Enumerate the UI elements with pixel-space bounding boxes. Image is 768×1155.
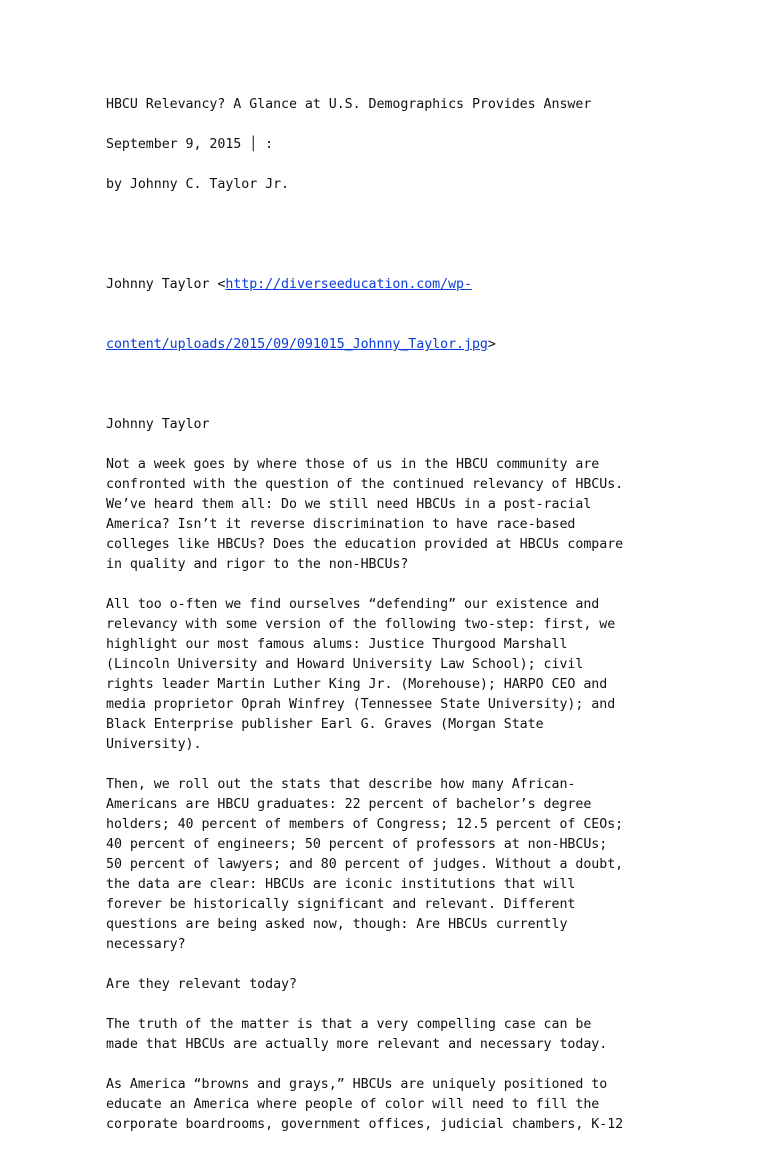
paragraph-line: forever be historically significant and relevant. Different [106, 897, 576, 912]
image-reference [106, 235, 746, 395]
article-paragraph [106, 975, 746, 995]
paragraph-line: Not a week goes by where those of us in the HBCU community are [106, 457, 600, 472]
article-title: HBCU Relevancy? A Glance at U.S. Demographics Provides Answer [106, 97, 592, 112]
article-paragraph [106, 1075, 746, 1135]
article-body [106, 95, 746, 1155]
paragraph-line: the data are clear: HBCUs are iconic institutions that will [106, 877, 576, 892]
article-paragraph [106, 455, 746, 575]
paragraph-line: 40 percent of engineers; 50 percent of professors at non-HBCUs; [106, 837, 608, 852]
paragraph-line: University). [106, 737, 202, 752]
paragraph-line: Are they relevant today? [106, 977, 297, 992]
article-paragraph [106, 775, 746, 955]
article-byline: by Johnny C. Taylor Jr. [106, 177, 289, 192]
image-reference-suffix: > [487, 337, 496, 352]
paragraph-line: made that HBCUs are actually more relevant and necessary today. [106, 1037, 608, 1052]
paragraph-line: Black Enterprise publisher Earl G. Graves (Morgan State [106, 717, 544, 732]
image-url-link-part2[interactable]: content/uploads/2015/09/091015_Johnny_Taylor.jpg [106, 337, 488, 352]
paragraph-line: holders; 40 percent of members of Congress; 12.5 percent of CEOs; [106, 817, 624, 832]
paragraph-line: (Lincoln University and Howard University Law School); civil [106, 657, 584, 672]
paragraph-line: We’ve heard them all: Do we still need HBCUs in a post-racial [106, 497, 592, 512]
paragraph-line: relevancy with some version of the following two-step: first, we [106, 617, 616, 632]
paragraph-line: in quality and rigor to the non-HBCUs? [106, 557, 409, 572]
paragraph-line: All too o-ften we find ourselves “defending” our existence and [106, 597, 600, 612]
paragraph-line: The truth of the matter is that a very compelling case can be [106, 1017, 592, 1032]
image-caption: Johnny Taylor [106, 417, 210, 432]
paragraph-line: Americans are HBCU graduates: 22 percent of bachelor’s degree [106, 797, 592, 812]
article-paragraph [106, 1015, 746, 1055]
paragraph-line: rights leader Martin Luther King Jr. (Morehouse); HARPO CEO and [106, 677, 608, 692]
paragraph-line: 50 percent of lawyers; and 80 percent of judges. Without a doubt, [106, 857, 624, 872]
paragraph-line: As America “browns and grays,” HBCUs are uniquely positioned to [106, 1077, 608, 1092]
article-dateline: September 9, 2015 │ : [106, 137, 274, 152]
article-paragraphs [106, 455, 746, 1135]
paragraph-line: Then, we roll out the stats that describe how many African- [106, 777, 576, 792]
paragraph-line: necessary? [106, 937, 186, 952]
paragraph-line: questions are being asked now, though: Are HBCUs currently [106, 917, 568, 932]
image-url-link-part1[interactable]: http://diverseeducation.com/wp- [225, 277, 472, 292]
paragraph-line: corporate boardrooms, government offices, judicial chambers, K-12 [106, 1117, 624, 1132]
article-paragraph [106, 595, 746, 755]
paragraph-line: educate an America where people of color will need to fill the [106, 1097, 600, 1112]
paragraph-line: America? Isn’t it reverse discrimination to have race-based [106, 517, 576, 532]
paragraph-line: confronted with the question of the continued relevancy of HBCUs. [106, 477, 624, 492]
paragraph-line: highlight our most famous alums: Justice Thurgood Marshall [106, 637, 568, 652]
paragraph-line: colleges like HBCUs? Does the education provided at HBCUs compare [106, 537, 624, 552]
image-reference-prefix: Johnny Taylor < [106, 277, 226, 292]
paragraph-line: media proprietor Oprah Winfrey (Tennessee State University); and [106, 697, 616, 712]
